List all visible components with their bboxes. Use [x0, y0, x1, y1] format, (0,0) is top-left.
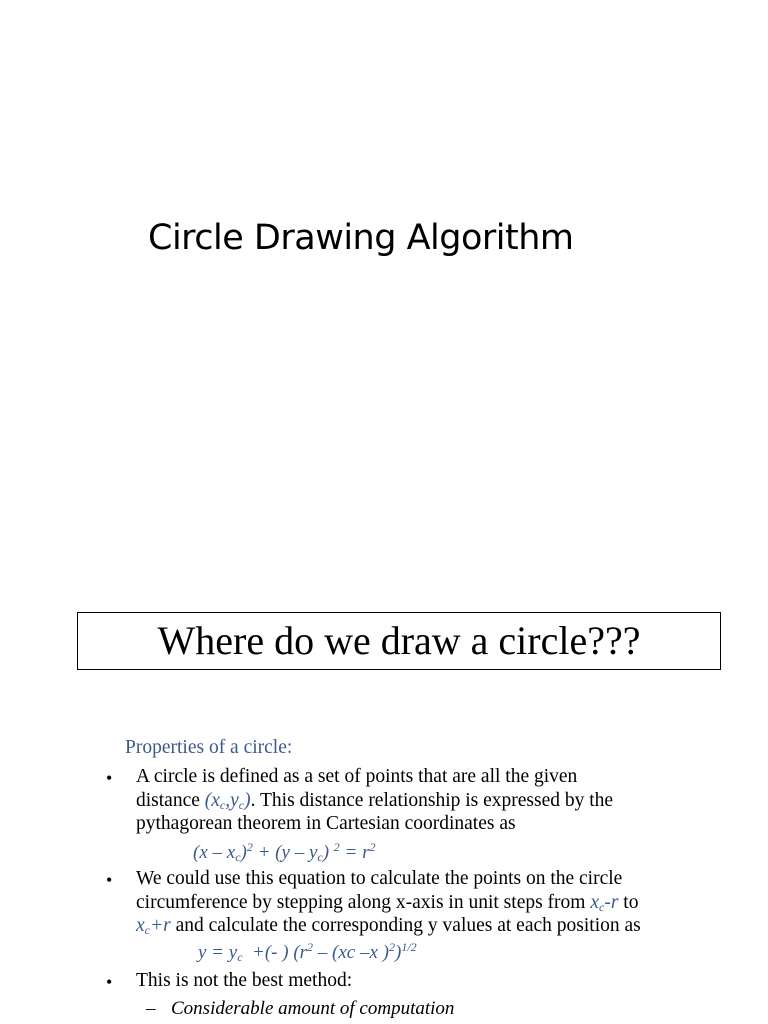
section-heading-box: Where do we draw a circle???	[77, 612, 721, 670]
bullet1-line3: pythagorean theorem in Cartesian coordinates as	[136, 813, 516, 834]
slide-title: Circle Drawing Algorithm	[148, 218, 574, 258]
sub-bullet-text: Considerable amount of computation	[171, 998, 455, 1019]
circle-equation: $(x - x_c)^2 + (y - y_c)$ $^2 = r^2$	[193, 840, 376, 864]
bullet2-line2	[136, 892, 638, 914]
bullet1-line1: A circle is defined as a set of points that are all the given	[136, 766, 578, 787]
bullet2-line3	[136, 915, 641, 937]
sub-bullet-dash: –	[146, 998, 156, 1019]
bullet1-line2-text: distance	[136, 790, 205, 811]
y-equation: $y = y_c$ +(- ) ($r^2 - (xc$ –x )$^2$)$^{1/2}$	[198, 940, 417, 964]
bullet2-line1: We could use this equation to calculate the points on the circle	[136, 868, 623, 889]
bullet-marker: •	[106, 972, 113, 992]
center-coordinates-math: $(x_c,y_c)$	[204, 790, 251, 812]
bullet-marker: •	[106, 768, 113, 788]
bullet2-line3-text: and calculate the corresponding y values at each position as	[170, 915, 641, 936]
xc-plus-r-math: $x_c+r$	[136, 915, 171, 937]
bullet2-line2-tail: to	[618, 892, 639, 913]
bullet2-line2-text: circumference by stepping along x-axis in unit steps from	[136, 892, 591, 913]
bullet1-line2	[136, 790, 613, 812]
bullet-marker: •	[106, 870, 113, 890]
bullet3-text: This is not the best method:	[136, 970, 353, 991]
properties-heading: Properties of a circle:	[125, 737, 293, 758]
xc-minus-r-math: $x_c-r$	[590, 892, 619, 914]
bullet1-line2-tail: . This distance relationship is expressed by the	[250, 790, 614, 811]
